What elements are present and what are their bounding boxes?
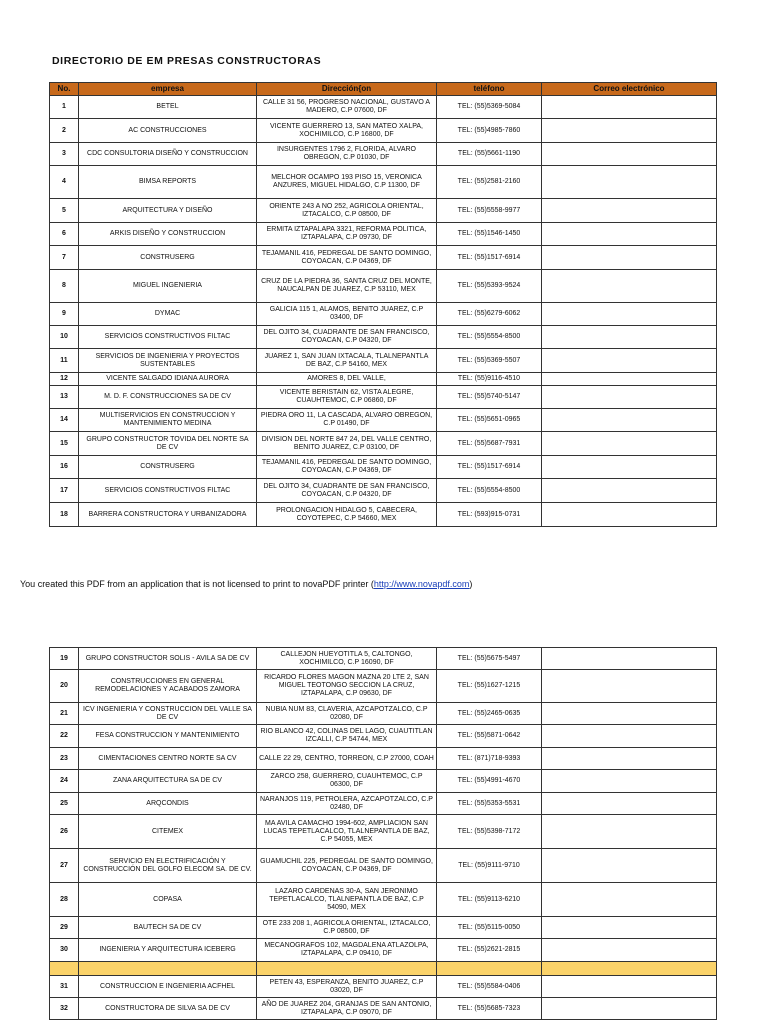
company-name-cell: MIGUEL INGENIERIA — [79, 270, 257, 303]
email-cell — [542, 998, 717, 1020]
row-number-cell: 5 — [50, 199, 79, 223]
address-cell: TEJAMANIL 416, PEDREGAL DE SANTO DOMINGO, COYOACAN, C.P 04369, DF — [257, 246, 437, 270]
row-number-cell: 31 — [50, 976, 79, 998]
table-row — [50, 96, 717, 119]
address-cell: VICENTE GUERRERO 13, SAN MATEO XALPA, XOCHIMILCO, C.P 16800, DF — [257, 119, 437, 143]
col-header-empresa: empresa — [79, 83, 257, 96]
email-cell — [542, 270, 717, 303]
address-cell: CALLE 31 56, PROGRESO NACIONAL, GUSTAVO A MADERO, C.P 07600, DF — [257, 96, 437, 119]
table-row — [50, 303, 717, 326]
address-cell: RICARDO FLORES MAGON MAZNA 20 LTE 2, SAN MIGUEL TEOTONGO SECCION LA CRUZ, IZTAPALAPA, C.P 09630, DF — [257, 670, 437, 703]
row-number-cell: 30 — [50, 939, 79, 962]
address-cell: AMORES 8, DEL VALLE, — [257, 373, 437, 386]
address-cell: DIVISION DEL NORTE 847 24, DEL VALLE CENTRO, BENITO JUAREZ, C.P 03100, DF — [257, 432, 437, 456]
company-name-cell: M. D. F. CONSTRUCCIONES SA DE CV — [79, 386, 257, 409]
row-number-cell: 27 — [50, 849, 79, 883]
col-header-correo: Correo electrónico — [542, 83, 717, 96]
company-name-cell: MULTISERVICIOS EN CONSTRUCCION Y MANTENIMIENTO MEDINA — [79, 409, 257, 432]
highlight-band-cell — [257, 962, 437, 976]
phone-cell: TEL: (55)2621-2815 — [437, 939, 542, 962]
row-number-cell: 9 — [50, 303, 79, 326]
address-cell: CALLEJON HUEYOTITLA 5, CALTONGO, XOCHIMILCO, C.P 16090, DF — [257, 648, 437, 670]
highlight-band-cell — [437, 962, 542, 976]
phone-cell: TEL: (55)1517-6914 — [437, 456, 542, 479]
phone-cell: TEL: (55)5687-7931 — [437, 432, 542, 456]
company-name-cell: SERVICIOS DE INGENIERIA Y PROYECTOS SUSTENTABLES — [79, 349, 257, 373]
row-number-cell: 16 — [50, 456, 79, 479]
company-name-cell: ICV INGENIERIA Y CONSTRUCCION DEL VALLE SA DE CV — [79, 703, 257, 725]
phone-cell: TEL: (871)718-9393 — [437, 748, 542, 770]
email-cell — [542, 479, 717, 503]
company-name-cell: DYMAC — [79, 303, 257, 326]
highlight-band-cell — [79, 962, 257, 976]
phone-cell: TEL: (55)5554-8500 — [437, 326, 542, 349]
row-number-cell: 3 — [50, 143, 79, 166]
address-cell: GUAMUCHIL 225, PEDREGAL DE SANTO DOMINGO, COYOACAN, C.P 04369, DF — [257, 849, 437, 883]
phone-cell: TEL: (55)5369-5507 — [437, 349, 542, 373]
novapdf-link[interactable]: http://www.novapdf.com — [373, 579, 470, 589]
table-row — [50, 409, 717, 432]
address-cell: MECANOGRAFOS 102, MAGDALENA ATLAZOLPA, IZTAPALAPA, C.P 09410, DF — [257, 939, 437, 962]
email-cell — [542, 326, 717, 349]
table-row — [50, 883, 717, 917]
company-name-cell: BIMSA REPORTS — [79, 166, 257, 199]
license-notice-suffix: ) — [469, 579, 473, 589]
email-cell — [542, 432, 717, 456]
email-cell — [542, 725, 717, 748]
row-number-cell: 11 — [50, 349, 79, 373]
highlight-band-row — [50, 962, 717, 976]
row-number-cell: 24 — [50, 770, 79, 793]
address-cell: JUAREZ 1, SAN JUAN IXTACALA, TLALNEPANTLA DE BAZ, C.P 54160, MEX — [257, 349, 437, 373]
row-number-cell: 7 — [50, 246, 79, 270]
col-header-no: No. — [50, 83, 79, 96]
table-row — [50, 998, 717, 1020]
table-row — [50, 648, 717, 670]
row-number-cell: 6 — [50, 223, 79, 246]
table-row — [50, 976, 717, 998]
phone-cell: TEL: (55)5558-9977 — [437, 199, 542, 223]
company-name-cell: COPASA — [79, 883, 257, 917]
table-row — [50, 456, 717, 479]
phone-cell: TEL: (55)4991-4670 — [437, 770, 542, 793]
company-name-cell: CITEMEX — [79, 815, 257, 849]
phone-cell: TEL: (55)4985-7860 — [437, 119, 542, 143]
row-number-cell: 13 — [50, 386, 79, 409]
directory-table-page-1 — [49, 82, 717, 527]
company-name-cell: CONSTRUCCIONES EN GENERAL REMODELACIONES Y ACABADOS ZAMORA — [79, 670, 257, 703]
company-name-cell: GRUPO CONSTRUCTOR TOVIDA DEL NORTE SA DE CV — [79, 432, 257, 456]
col-header-direccion: Dirección{on — [257, 83, 437, 96]
company-name-cell: BETEL — [79, 96, 257, 119]
company-name-cell: AC CONSTRUCCIONES — [79, 119, 257, 143]
email-cell — [542, 349, 717, 373]
row-number-cell: 25 — [50, 793, 79, 815]
row-number-cell: 22 — [50, 725, 79, 748]
table-row — [50, 815, 717, 849]
table-header-row — [50, 83, 717, 96]
table-row — [50, 386, 717, 409]
phone-cell: TEL: (593)915-0731 — [437, 503, 542, 527]
table-row — [50, 143, 717, 166]
table-row — [50, 670, 717, 703]
table-row — [50, 166, 717, 199]
row-number-cell: 21 — [50, 703, 79, 725]
license-notice — [20, 579, 472, 589]
row-number-cell: 19 — [50, 648, 79, 670]
row-number-cell: 14 — [50, 409, 79, 432]
company-name-cell: VICENTE SALGADO IDIANA AURORA — [79, 373, 257, 386]
license-notice-text: You created this PDF from an application that is not licensed to print to novaPDF printer ( — [20, 579, 374, 589]
phone-cell: TEL: (55)5651-0965 — [437, 409, 542, 432]
address-cell: CRUZ DE LA PIEDRA 36, SANTA CRUZ DEL MONTE, NAUCALPAN DE JUAREZ, C.P 53110, MEX — [257, 270, 437, 303]
row-number-cell: 28 — [50, 883, 79, 917]
address-cell: MA AVILA CAMACHO 1994-602, AMPLIACION SAN LUCAS TEPETLACALCO, TLALNEPANTLA DE BAZ, C.P 54055, MEX — [257, 815, 437, 849]
company-name-cell: CONSTRUCTORA DE SILVA SA DE CV — [79, 998, 257, 1020]
table-row — [50, 748, 717, 770]
email-cell — [542, 409, 717, 432]
email-cell — [542, 223, 717, 246]
table-row — [50, 246, 717, 270]
table-row — [50, 479, 717, 503]
row-number-cell: 8 — [50, 270, 79, 303]
phone-cell: TEL: (55)2465-0635 — [437, 703, 542, 725]
phone-cell: TEL: (55)9113-6210 — [437, 883, 542, 917]
company-name-cell: ARKIS DISEÑO Y CONSTRUCCION — [79, 223, 257, 246]
email-cell — [542, 815, 717, 849]
company-name-cell: ARQCONDIS — [79, 793, 257, 815]
table-row — [50, 770, 717, 793]
address-cell: CALLE 22 29, CENTRO, TORREON, C.P 27000, COAH — [257, 748, 437, 770]
address-cell: PIEDRA ORO 11, LA CASCADA, ALVARO OBREGON, C.P 01490, DF — [257, 409, 437, 432]
row-number-cell: 23 — [50, 748, 79, 770]
row-number-cell: 20 — [50, 670, 79, 703]
email-cell — [542, 703, 717, 725]
phone-cell: TEL: (55)1546-1450 — [437, 223, 542, 246]
phone-cell: TEL: (55)9116-4510 — [437, 373, 542, 386]
email-cell — [542, 976, 717, 998]
email-cell — [542, 96, 717, 119]
col-header-telefono: teléfono — [437, 83, 542, 96]
email-cell — [542, 303, 717, 326]
phone-cell: TEL: (55)5554-8500 — [437, 479, 542, 503]
address-cell: GALICIA 115 1, ALAMOS, BENITO JUAREZ, C.P 03400, DF — [257, 303, 437, 326]
email-cell — [542, 939, 717, 962]
email-cell — [542, 793, 717, 815]
email-cell — [542, 503, 717, 527]
highlight-band-cell — [50, 962, 79, 976]
address-cell: DEL OJITO 34, CUADRANTE DE SAN FRANCISCO, COYOACAN, C.P 04320, DF — [257, 326, 437, 349]
email-cell — [542, 143, 717, 166]
email-cell — [542, 670, 717, 703]
company-name-cell: CONSTRUSERG — [79, 246, 257, 270]
row-number-cell: 15 — [50, 432, 79, 456]
email-cell — [542, 119, 717, 143]
company-name-cell: SERVICIOS CONSTRUCTIVOS FILTAC — [79, 326, 257, 349]
company-name-cell: GRUPO CONSTRUCTOR SOLIS - AVILA SA DE CV — [79, 648, 257, 670]
table-row — [50, 349, 717, 373]
address-cell: LAZARO CARDENAS 30-A, SAN JERONIMO TEPETLACALCO, TLALNEPANTLA DE BAZ, C.P 54090, MEX — [257, 883, 437, 917]
address-cell: ZARCO 258, GUERRERO, CUAUHTEMOC, C.P 06300, DF — [257, 770, 437, 793]
company-name-cell: CIMENTACIONES CENTRO NORTE SA CV — [79, 748, 257, 770]
phone-cell: TEL: (55)5871-0642 — [437, 725, 542, 748]
table-row — [50, 503, 717, 527]
phone-cell: TEL: (55)5115-0050 — [437, 917, 542, 939]
address-cell: PETEN 43, ESPERANZA, BENITO JUAREZ, C.P 03020, DF — [257, 976, 437, 998]
row-number-cell: 17 — [50, 479, 79, 503]
address-cell: VICENTE BERISTAIN 62, VISTA ALEGRE, CUAUHTEMOC, C.P 06860, DF — [257, 386, 437, 409]
table-row — [50, 793, 717, 815]
table-row — [50, 917, 717, 939]
phone-cell: TEL: (55)1517-6914 — [437, 246, 542, 270]
email-cell — [542, 199, 717, 223]
row-number-cell: 32 — [50, 998, 79, 1020]
row-number-cell: 29 — [50, 917, 79, 939]
address-cell: PROLONGACION HIDALGO 5, CABECERA, COYOTEPEC, C.P 54660, MEX — [257, 503, 437, 527]
address-cell: NARANJOS 119, PETROLERA, AZCAPOTZALCO, C.P 02480, DF — [257, 793, 437, 815]
phone-cell: TEL: (55)2581-2160 — [437, 166, 542, 199]
row-number-cell: 10 — [50, 326, 79, 349]
email-cell — [542, 748, 717, 770]
address-cell: TEJAMANIL 416, PEDREGAL DE SANTO DOMINGO, COYOACAN, C.P 04369, DF — [257, 456, 437, 479]
row-number-cell: 26 — [50, 815, 79, 849]
phone-cell: TEL: (55)5369-5084 — [437, 96, 542, 119]
row-number-cell: 12 — [50, 373, 79, 386]
row-number-cell: 4 — [50, 166, 79, 199]
email-cell — [542, 917, 717, 939]
table-row — [50, 703, 717, 725]
table-row — [50, 326, 717, 349]
company-name-cell: CONSTRUCCION E INGENIERIA ACFHEL — [79, 976, 257, 998]
phone-cell: TEL: (55)5393-9524 — [437, 270, 542, 303]
company-name-cell: SERVICIOS CONSTRUCTIVOS FILTAC — [79, 479, 257, 503]
company-name-cell: INGENIERIA Y ARQUITECTURA ICEBERG — [79, 939, 257, 962]
phone-cell: TEL: (55)5584-0406 — [437, 976, 542, 998]
address-cell: AÑO DE JUAREZ 204, GRANJAS DE SAN ANTONIO, IZTAPALAPA, C.P 09070, DF — [257, 998, 437, 1020]
phone-cell: TEL: (55)5740-5147 — [437, 386, 542, 409]
email-cell — [542, 770, 717, 793]
table-row — [50, 373, 717, 386]
phone-cell: TEL: (55)5675-5497 — [437, 648, 542, 670]
address-cell: INSURGENTES 1796 2, FLORIDA, ALVARO OBREGON, C.P 01030, DF — [257, 143, 437, 166]
company-name-cell: SERVICIO EN ELECTRIFICACIÓN Y CONSTRUCCIÓN DEL GOLFO ELECOM SA. DE CV. — [79, 849, 257, 883]
row-number-cell: 18 — [50, 503, 79, 527]
phone-cell: TEL: (55)6279-6062 — [437, 303, 542, 326]
email-cell — [542, 386, 717, 409]
document-title: DIRECTORIO DE EM PRESAS CONSTRUCTORAS — [52, 55, 322, 67]
email-cell — [542, 166, 717, 199]
table-row — [50, 725, 717, 748]
table-row — [50, 270, 717, 303]
address-cell: RIO BLANCO 42, COLINAS DEL LAGO, CUAUTITLAN IZCALLI, C.P 54744, MEX — [257, 725, 437, 748]
table-row — [50, 432, 717, 456]
company-name-cell: ARQUITECTURA Y DISEÑO — [79, 199, 257, 223]
email-cell — [542, 373, 717, 386]
address-cell: OTE 233 208 1, AGRICOLA ORIENTAL, IZTACALCO, C.P 08500, DF — [257, 917, 437, 939]
email-cell — [542, 648, 717, 670]
company-name-cell: BARRERA CONSTRUCTORA Y URBANIZADORA — [79, 503, 257, 527]
phone-cell: TEL: (55)5398-7172 — [437, 815, 542, 849]
phone-cell: TEL: (55)5661-1190 — [437, 143, 542, 166]
email-cell — [542, 883, 717, 917]
phone-cell: TEL: (55)5685-7323 — [437, 998, 542, 1020]
table-row — [50, 849, 717, 883]
email-cell — [542, 849, 717, 883]
phone-cell: TEL: (55)9111-9710 — [437, 849, 542, 883]
email-cell — [542, 246, 717, 270]
company-name-cell: BAUTECH SA DE CV — [79, 917, 257, 939]
directory-table-page-2 — [49, 647, 717, 1020]
phone-cell: TEL: (55)5353-5531 — [437, 793, 542, 815]
address-cell: MELCHOR OCAMPO 193 PISO 15, VERONICA ANZURES, MIGUEL HIDALGO, C.P 11300, DF — [257, 166, 437, 199]
address-cell: ORIENTE 243 A NO 252, AGRICOLA ORIENTAL, IZTACALCO, C.P 08500, DF — [257, 199, 437, 223]
company-name-cell: ZANA ARQUITECTURA SA DE CV — [79, 770, 257, 793]
company-name-cell: FESA CONSTRUCCION Y MANTENIMIENTO — [79, 725, 257, 748]
table-row — [50, 199, 717, 223]
address-cell: NUBIA NUM 83, CLAVERIA, AZCAPOTZALCO, C.P 02080, DF — [257, 703, 437, 725]
phone-cell: TEL: (55)1627-1215 — [437, 670, 542, 703]
row-number-cell: 2 — [50, 119, 79, 143]
highlight-band-cell — [542, 962, 717, 976]
address-cell: ERMITA IZTAPALAPA 3321, REFORMA POLITICA, IZTAPALAPA, C.P 09730, DF — [257, 223, 437, 246]
row-number-cell: 1 — [50, 96, 79, 119]
table-row — [50, 223, 717, 246]
company-name-cell: CONSTRUSERG — [79, 456, 257, 479]
address-cell: DEL OJITO 34, CUADRANTE DE SAN FRANCISCO, COYOACAN, C.P 04320, DF — [257, 479, 437, 503]
email-cell — [542, 456, 717, 479]
table-row — [50, 119, 717, 143]
company-name-cell: CDC CONSULTORIA DISEÑO Y CONSTRUCCION — [79, 143, 257, 166]
table-row — [50, 939, 717, 962]
